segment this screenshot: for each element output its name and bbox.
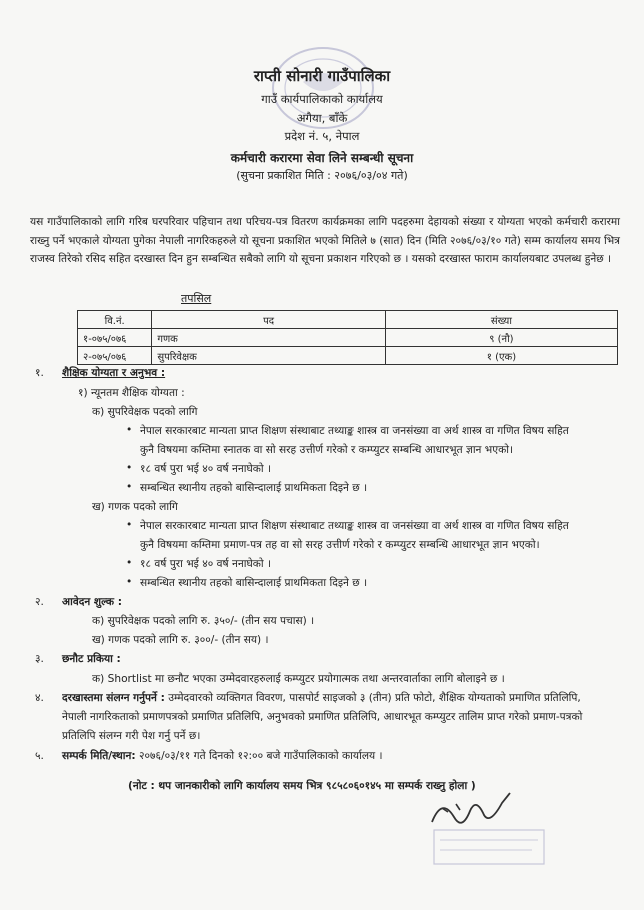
enumerator-req-2: • १८ वर्ष पुरा भई ४० वर्ष ननाघेको । (140, 557, 271, 571)
section-5-title: सम्पर्क मिति/स्थान: (62, 750, 136, 762)
province: प्रदेश नं. ५, नेपाल (284, 129, 360, 143)
selection-process: क) Shortlist मा छनौट भएका उम्मेदवारहरुलाई कम्प्युटर प्रयोगात्मक तथा अन्तरवार्ताका लागि बोलाइने छ । (92, 673, 505, 685)
section-1-number: १. (35, 367, 44, 379)
contact-details: २०७६/०३/११ गते दिनको १२:०० बजे गाउँपालिकाको कार्यालय । (139, 750, 383, 762)
section-4-title: दरखास्तमा संलग्न गर्नुपर्ने : (62, 692, 165, 704)
section-4-number: ४. (35, 692, 44, 704)
cell-serial: २-०७५/०७६ (78, 347, 152, 365)
supervisor-req-1-cont: कुनै विषयमा कम्तिमा स्नातक वा सो सरह उत्तीर्ण गरेको र कम्प्युटर सम्बन्धि आधारभूत ज्ञान भएको। (140, 444, 514, 456)
col-serial: वि.नं. (78, 311, 152, 329)
section-2-title: आवेदन शुल्क : (62, 596, 122, 608)
table-title: तपसिल (181, 292, 212, 305)
intro-paragraph: यस गाउँपालिकाको लागि गरिब घरपरिवार पहिचान तथा परिचय-पत्र वितरण कार्यक्रमका लागि पदहरुमा देहायको संख्या र योग्यता भएको कर्मचारी करारमा राख्नु पर्ने भएकाले योग्यता पुगेका नेपाली नागरिकहरुले यो सूचना प्रकाशित भएको मितिले ७ (सात) दिन (मिति २०७६/०३/१० गते) सम्म कार्यालय समय भित्र राजस्व तिरेको रसिद सहित दरखास्त दिन हुन सम्बन्धित सबैको लागि यो सूचना प्रकाशन गरिएको छ । यसको दरखास्त फाराम कार्यालयबाट उपलब्ध हुनेछ । (30, 216, 620, 265)
supervisor-req-2: • १८ वर्ष पुरा भई ४० वर्ष ननाघेको । (140, 462, 271, 476)
supervisor-label: क) सुपरिवेक्षक पदको लागि (92, 406, 198, 418)
attachments-line-3: प्रतिलिपि संलग्न गरी पेश गर्नु पर्ने छ। (62, 730, 201, 742)
enumerator-label: ख) गणक पदको लागि (92, 501, 178, 513)
cell-serial: १-०७५/०७६ (78, 329, 152, 347)
fee-enumerator: ख) गणक पदको लागि रु. ३००/- (तीन सय) । (92, 634, 269, 646)
enumerator-req-1: • नेपाल सरकारबाट मान्यता प्राप्त शिक्षण संस्थाबाट तथ्याङ्क शास्त्र वा जनसंख्या वा अर्थ शास्त्र वा गणित विषय सहित (140, 519, 569, 533)
notice-title: कर्मचारी करारमा सेवा लिने सम्बन्धी सूचना (230, 151, 414, 165)
cell-position: सुपरिवेक्षक (152, 347, 386, 365)
section-3-title: छनौट प्रकिया : (62, 653, 121, 665)
attachments-line-1 (62, 691, 618, 705)
cell-count: १ (एक) (385, 347, 617, 365)
contact-line (62, 749, 383, 763)
section-2-number: २. (35, 596, 44, 608)
section-3-number: ३. (35, 653, 44, 665)
enumerator-req-1-cont: कुनै विषयमा कम्तिमा प्रमाण-पत्र तह वा सो सरह उत्तीर्ण गरेको र कम्प्युटर सम्बन्धि आधारभूत ज्ञान भएको। (140, 539, 540, 551)
cell-position: गणक (152, 329, 386, 347)
published-date: (सुचना प्रकाशित मिति : २०७६/०३/०४ गते) (236, 169, 408, 182)
attachments-text-1: उम्मेदवारको व्यक्तिगत विवरण, पासपोर्ट साइजको ३ (तीन) प्रति फोटो, शैक्षिक योग्यताको प्रमाणित प्रतिलिपि, (168, 692, 581, 704)
attachments-line-2: नेपाली नागरिकताको प्रमाणपत्रको प्रमाणित प्रतिलिपि, अनुभवको प्रमाणित प्रतिलिपि, आधारभूत कम्प्युटर तालिम प्राप्त गरेको प्रमाण-पत्रको (62, 711, 583, 723)
table-row (78, 347, 618, 365)
supervisor-req-1: • नेपाल सरकारबाट मान्यता प्राप्त शिक्षण संस्थाबाट तथ्याङ्क शास्त्र वा जनसंख्या वा अर्थ शास्त्र वा गणित विषय सहित (140, 424, 569, 438)
section-1-subtitle: १) न्यूनतम शैक्षिक योग्यता : (78, 387, 185, 399)
office-title: राप्ती सोनारी गाउँपालिका (253, 67, 391, 85)
office-name: गाउँ कार्यपालिकाको कार्यालय (261, 92, 383, 106)
enumerator-req-3: • सम्बन्धित स्थानीय तहको बासिन्दालाई प्राथमिकता दिइने छ । (140, 576, 367, 590)
signature (412, 780, 552, 870)
table-header-row (78, 311, 618, 329)
section-5-number: ५. (35, 750, 44, 762)
section-1-title: शैक्षिक योग्यता र अनुभव : (62, 367, 166, 379)
footer-note: (नोट : थप जानकारीको लागि कार्यालय समय भित्र ९८५८०६०१४५ मा सम्पर्क राख्नु होला ) (128, 780, 476, 792)
cell-count: ९ (नौ) (385, 329, 617, 347)
col-count: संख्या (385, 311, 617, 329)
positions-table (77, 310, 618, 365)
fee-supervisor: क) सुपरिवेक्षक पदको लागि रु. ३५०/- (तीन सय पचास) । (92, 615, 315, 627)
office-address: अगैया, बाँके (296, 111, 348, 125)
table-row (78, 329, 618, 347)
col-position: पद (152, 311, 386, 329)
supervisor-req-3: • सम्बन्धित स्थानीय तहको बासिन्दालाई प्राथमिकता दिइने छ । (140, 481, 367, 495)
